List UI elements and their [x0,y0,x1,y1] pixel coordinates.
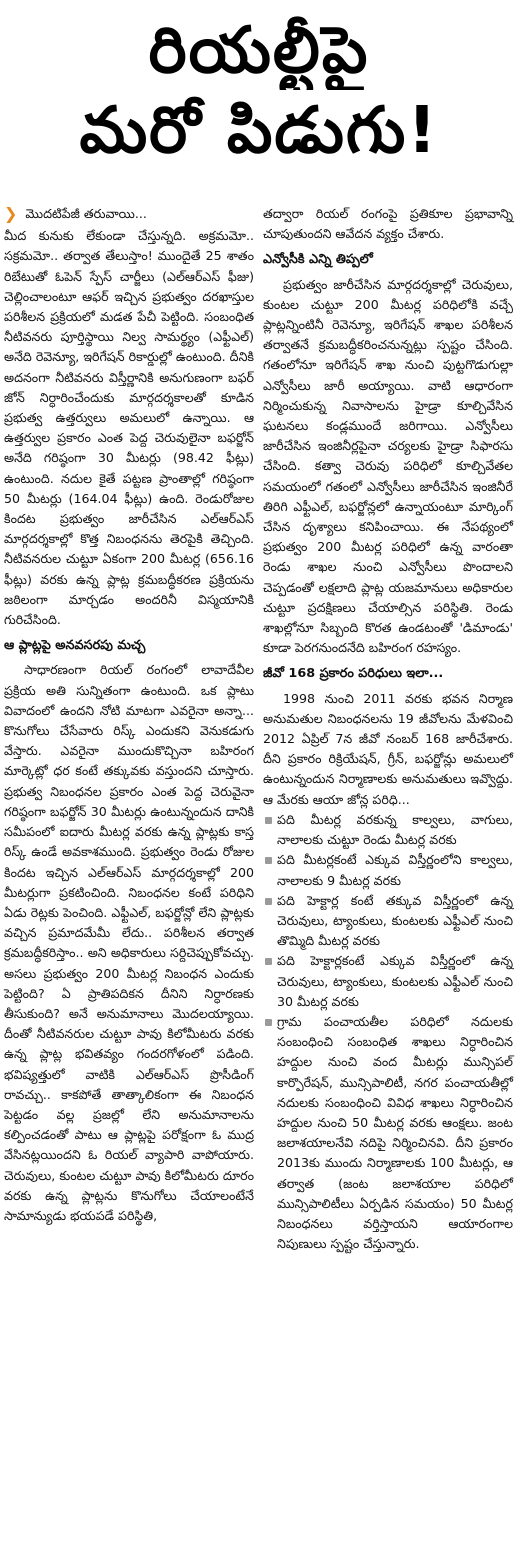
body-paragraph: ప్రభుత్వం జారీచేసిన మార్గదర్శకాల్లో చెరువులు, కుంటల చుట్టూ 200 మీటర్ల పరిధిలోకి వచ్చే ప్లాట్లన్నింటినీ రెవెన్యూ, ఇరిగేషన్ శాఖల పరిశీలన తర్వాతనే క్రమబద్ధీకరించనున్నట్లు స్పష్టం చేసింది. గతంలోనూ ఇరిగేషన్ శాఖ నుంచి పుట్టగొడుగుల్లా ఎన్వోసీలు జారీ అయ్యాయి. వాటి ఆధారంగా నిర్మించుకున్న నివాసాలను హైడ్రా కూల్చివేసిన ఘటనలు కండ్లముందే జరిగాయి. ఎన్వోసీలు జారీచేసిన ఇంజినీర్లపైనా చర్యలకు హైడ్రా సిఫారసు చేసింది. కత్వా చెరువు పరిధిలో కూల్చివేతల సమయంలో గతంలో ఎన్వోసీలు జారీచేసిన ఇంజినీరే తిరిగి ఎఫ్టీఎల్, బఫర్జోన్లలో ఉన్నాయంటూ మార్కింగ్ చేసిన దృశ్యాలు కనిపించాయి. ఈ నేపథ్యంలో ప్రభుత్వం 200 మీటర్ల పరిధిలో ఉన్న వారంతా రెండు శాఖల నుంచి ఎన్వోసీలు పొందాలని చెప్పడంతో లక్షలాది ప్లాట్ల యజమానులు అధికారుల చుట్టూ ప్రదక్షిణలు చేయాల్సిన పరిస్థితి. రెండు శాఖల్లోనూ సిబ్బంది కొరత ఉండటంతో 'డిమాండు' కూడా పెరగనుందనేది బహిరంగ రహస్యం. [263,276,513,656]
headline-line-2: మరో పిడుగు! [79,94,439,168]
bullet-square-icon [265,817,272,824]
headline-line-1: రియల్టీపై [148,14,370,88]
list-item: పది హెక్టార్లకంటే ఎక్కువ విస్తీర్ణంలో ఉన్న చెరువులు, ట్యాంకులు, కుంటలకు ఎఫ్టీఎల్ నుంచి 30 మీటర్ల వరకు [263,951,513,1012]
bullet-square-icon [265,1019,272,1026]
bullet-square-icon [265,857,272,864]
right-column [263,204,513,1254]
list-item: గ్రామ పంచాయతీల పరిధిలో నదులకు సంబంధించి సంబంధిత శాఖలు నిర్ధారించిన హద్దుల నుంచి వంద మీటర్లు మున్సిపల్ కార్పొరేషన్, మున్సిపాలిటీ, నగర పంచాయతీల్లో నదులకు సంబంధించి వివిధ శాఖలు నిర్ధారించిన హద్దుల నుంచి 50 మీటర్ల వరకు ఆంక్షలు. జంట జలాశయాలనేవి నదిపై నిర్మించినవి. దీని ప్రకారం 2013కు ముందు నిర్మాణాలకు 100 మీటర్లు, ఆ తర్వాత (జంట జలాశయాల పరిధిలో మున్సిపాలిటీలు ఏర్పడిన సమయం) 50 మీటర్ల నిబంధనలు వర్తిస్తాయని ఆయారంగాల నిపుణులు స్పష్టం చేస్తున్నారు. [263,1012,513,1254]
list-item: పది మీటర్ల వరకున్న కాల్వలు, వాగులు, నాలాలకు చుట్టూ రెండు మీటర్ల వరకు [263,810,513,850]
continuation-kicker [4,204,254,224]
bullet-square-icon [265,958,272,965]
list-item: పది హెక్టార్ల కంటే తక్కువ విస్తీర్ణంలో ఉన్న చెరువులు, ట్యాంకులు, కుంటలకు ఎఫ్టీఎల్ నుంచి తొమ్మిది మీటర్ల వరకు [263,891,513,952]
body-paragraph: 1998 నుంచి 2011 వరకు భవన నిర్మాణ అనుమతుల నిబంధనలను 19 జీవోలను మేళవించి 2012 ఏప్రిల్ 7న జీవో నంబర్ 168 జారీచేశారు. దీని ప్రకారం రిక్రియేషన్, గ్రీన్, బఫర్జోన్లు అమలులో ఉంటున్నందున నిర్మాణాలకు అనుమతులు ఇవ్వొద్దు. ఆ మేరకు ఆయా జోన్ల పరిధి... [263,690,513,807]
left-column [4,204,254,1226]
body-paragraph: సాధారణంగా రియల్ రంగంలో లావాదేవీల ప్రక్రియ అతి సున్నితంగా ఉంటుంది. ఒక ప్లాటు వివాదంలో ఉందని నోటి మాటగా ఎవరైనా అన్నా... కొనుగోలు చేసేవారు రిస్క్ ఎందుకని వెనుకడుగు వేస్తారు. ఎవరైనా ముందుకొచ్చినా బహిరంగ మార్కెట్లో ధర కంటే తక్కువకు వస్తుందని చూస్తారు. ప్రభుత్వ నిబంధనల ప్రకారం ఎంత పెద్ద చెరువైనా గరిష్ఠంగా బఫర్జోన్ 30 మీటర్లు ఉంటున్నందున దానికి సమీపంలో ఐదారు మీటర్ల వరకు ఉన్న ప్లాట్లకు కాస్త రిస్క్ ఉండే అవకాశముంది. ప్రభుత్వం రెండు రోజుల కిందట ఇచ్చిన ఎల్ఆర్ఎస్ మార్గదర్శకాల్లో 200 మీటర్లుగా ప్రకటించింది. నిబంధనల కంటే పరిధిని ఏడు రెట్లకు పెంచింది. ఎఫ్టీఎల్, బఫర్జోన్లో లేని ప్లాట్లకు వచ్చిన ప్రమాదమేమీ లేదు.. పరిశీలన తర్వాత క్రమబద్ధీకరిస్తాం.. అని అధికారులు సర్దిచెప్పుకోవచ్చు. అసలు ప్రభుత్వం 200 మీటర్ల నిబంధన ఎందుకు పెట్టింది? ఏ ప్రాతిపదికన దీనిని నిర్ధారణకు తీసుకుంది? అనే అనుమానాలు మొదలయ్యాయి. దీంతో నీటివనరుల చుట్టూ పావు కిలోమీటరు వరకు ఉన్న ప్లాట్ల భవితవ్యం గందరగోళంలో పడింది. భవిష్యత్తులో వాటికి ఎల్ఆర్ఎస్ ప్రొసీడింగ్ రావచ్చు.. కాకపోతే తాత్కాలికంగా ఈ నిబంధన పెట్టడం వల్ల ప్రజల్లో లేని అనుమానాలను కల్పించడంతో పాటు ఆ ప్లాట్లపై పరోక్షంగా ఓ ముద్ర వేసినట్లయిందని ఓ రియల్ వ్యాపారి వాపోయారు. చెరువులు, కుంటల చుట్టూ పావు కిలోమీటరు దూరం వరకు ఉన్న ప్లాట్లను కొనుగోలు చేయాలంటేనే సామాన్యుడు భయపడే పరిస్థితి, [4,662,254,1223]
bullet-square-icon [265,898,272,905]
body-paragraph: మీద కునుకు లేకుండా చేస్తున్నది. అక్రమమో.. సక్రమమో.. తర్వాత తేలుస్తాం! ముందైతే 25 శాతం రిబేటుతో ఓపెన్ స్పేస్ చార్జీలు (ఎల్ఆర్ఎస్ ఫీజు) చెల్లించాలంటూ ఆఫర్ ఇచ్చిన ప్రభుత్వం దరఖాస్తుల పరిశీలన ప్రక్రియలో మడత పేచీ పెట్టింది. సంబంధిత నీటివనరు పూర్తిస్థాయి నిల్వ సామర్థ్యం (ఎఫ్టీఎల్) అనేది రెవెన్యూ, ఇరిగేషన్ రికార్డుల్లో ఉంటుంది. దీనికి అదనంగా నీటివనరు విస్తీర్ణానికి అనుగుణంగా బఫర్ జోన్ నిర్ధారించేందుకు మార్గదర్శకాలతో కూడిన ప్రభుత్వ ఉత్తర్వులు అమలులో ఉన్నాయి. ఆ ఉత్తర్వుల ప్రకారం ఎంత పెద్ద చెరువులైనా బఫర్జోన్ అనేది గరిష్ఠంగా 30 మీటర్లు (98.42 ఫీట్లు) ఉంటుంది. నదుల కైతే పట్టణ ప్రాంతాల్లో గరిష్ఠంగా 50 మీటర్లు (164.04 ఫీట్లు) ఉంది. రెండురోజుల కిందట ప్రభుత్వం జారీచేసిన ఎల్ఆర్ఎస్ మార్గదర్శకాల్లో కొత్త నిబంధనను తెరపైకి తెచ్చింది. నీటివనరుల చుట్టూ ఏకంగా 200 మీటర్ల (656.16 ఫీట్లు) వరకు ఉన్న ప్లాట్ల క్రమబద్ధీకరణ ప్రక్రియను జఠిలంగా మార్చడం అందరినీ విస్మయానికి గురిచేసింది. [4,228,254,628]
subheading: ఎన్వోసీకి ఎన్ని తిప్పలో [263,252,373,268]
bullet-list [263,810,513,1254]
list-item: పది మీటర్లకంటే ఎక్కువ విస్తీర్ణంలోని కాల్వలు, నాలాలకు 9 మీటర్ల వరకు [263,850,513,890]
chevron-right-icon: ❯ [4,204,18,224]
headline [0,0,518,170]
body-paragraph: తద్వారా రియల్ రంగంపై ప్రతికూల ప్రభావాన్ని చూపుతుందని ఆవేదన వ్యక్తం చేశారు. [263,206,513,242]
kicker-text: మొదటిపేజీ తరువాయి... [25,206,147,221]
subheading: జీవో 168 ప్రకారం పరిధులు ఇలా... [263,666,444,682]
subheading: ఆ ప్లాట్లపై అనవసరపు మచ్చ [4,638,146,654]
